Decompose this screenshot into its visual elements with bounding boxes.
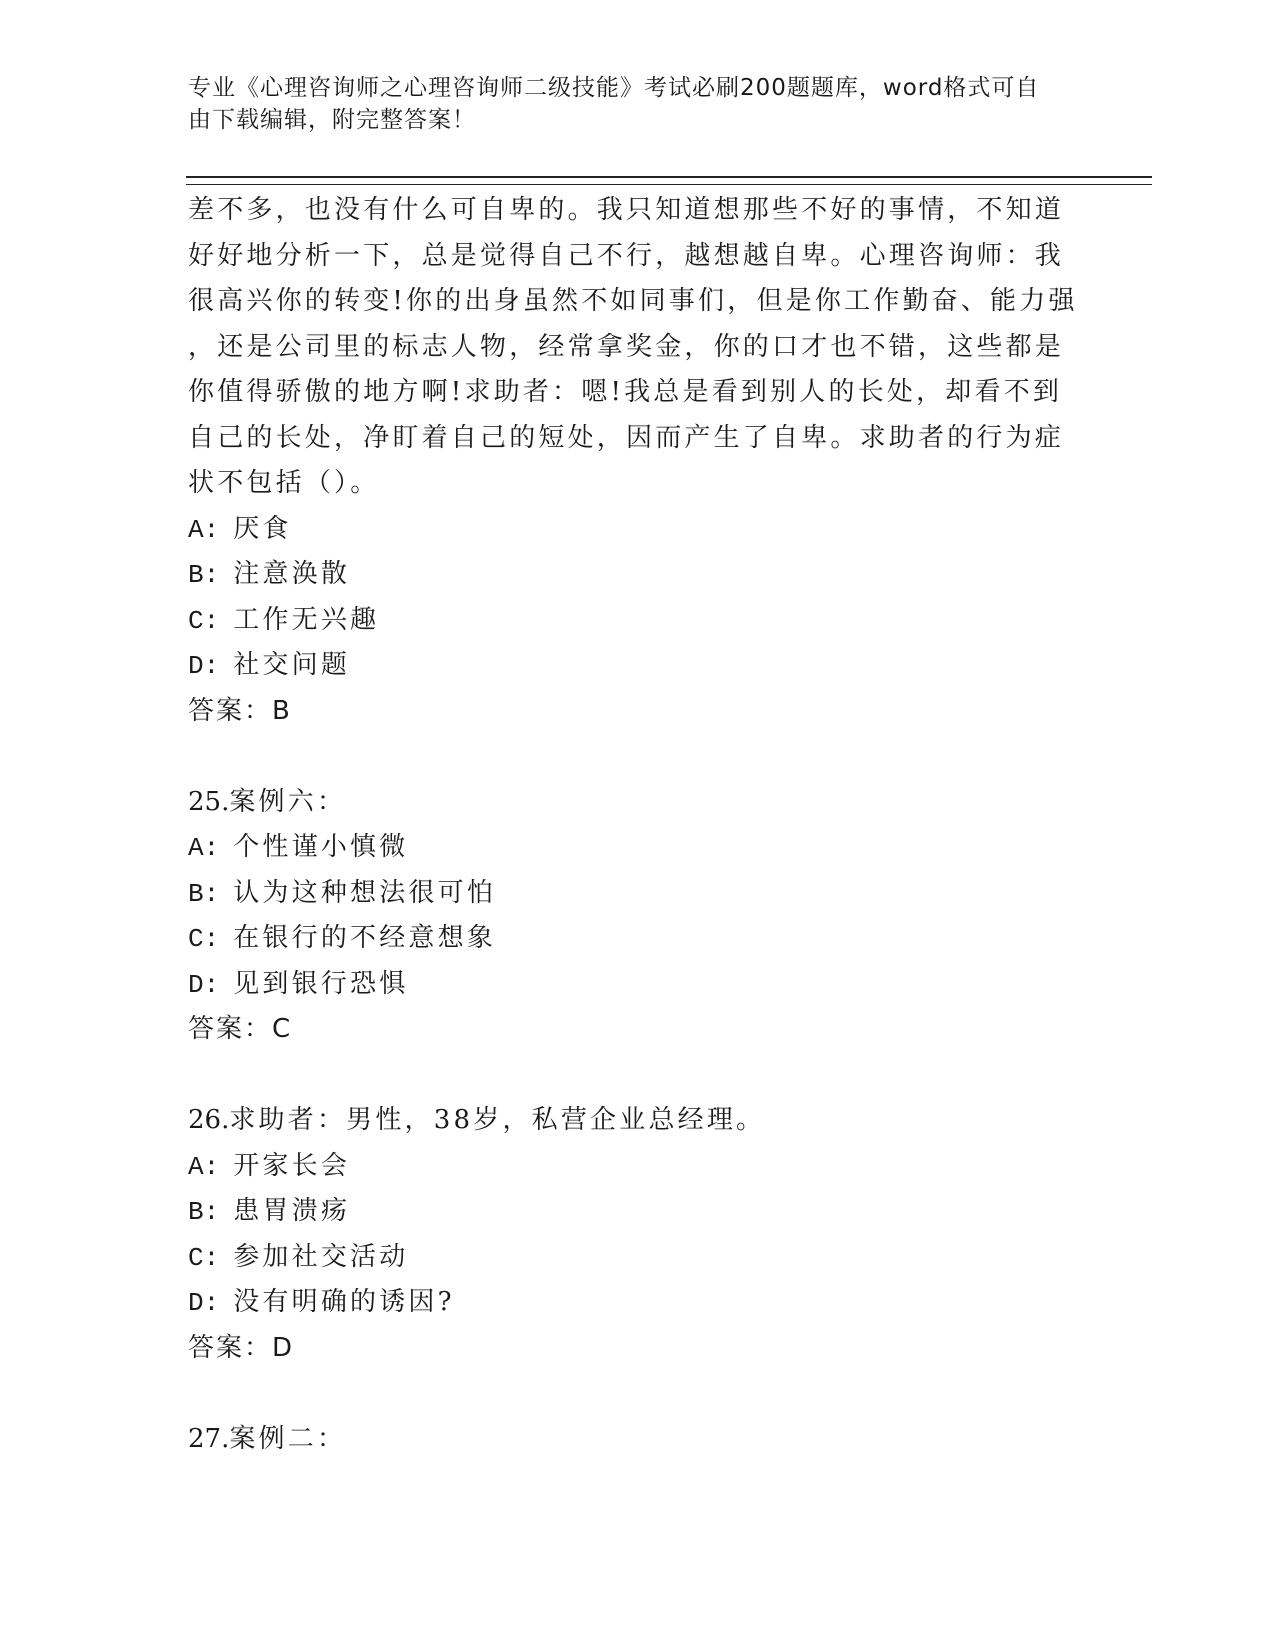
option-c [188, 916, 1088, 962]
option-key: A: [188, 833, 220, 863]
document-header [188, 72, 1068, 136]
question-stem [188, 780, 1088, 826]
option-key: A: [188, 1151, 220, 1182]
option-key: B: [188, 560, 220, 590]
option-key: D: [188, 651, 220, 681]
option-c [188, 598, 1088, 644]
option-text: 个性谨小慎微 [233, 832, 409, 862]
option-text: 患胃溃疡 [233, 1196, 351, 1226]
paragraph-line: 状不包括（）。 [188, 468, 380, 498]
option-key: C: [188, 605, 220, 636]
question-number: 26. [188, 1105, 230, 1135]
option-key: C: [188, 1242, 220, 1273]
option-c [188, 1235, 1088, 1281]
answer-line: 答案：C [188, 1014, 293, 1044]
document-body [188, 188, 1088, 1462]
option-text: 厌食 [233, 513, 292, 544]
header-title-line-2: 由下载编辑，附完整答案！ [188, 107, 476, 133]
paragraph-line: 好好地分析一下，总是觉得自己不行，越想越自卑。心理咨询师：我 [188, 240, 1065, 271]
option-text: 见到银行恐惧 [233, 968, 409, 999]
paragraph-line: 很高兴你的转变!你的出身虽然不如同事们，但是你工作勤奋、能力强 [188, 286, 1078, 316]
option-b [188, 1189, 1088, 1235]
continued-question [188, 188, 1088, 734]
question-number: 27. [188, 1423, 230, 1454]
option-text: 参加社交活动 [233, 1241, 409, 1272]
question-stem [188, 1098, 1088, 1144]
question-spacer [188, 1371, 1088, 1417]
option-text: 社交问题 [233, 650, 351, 680]
question-27 [188, 1417, 1088, 1463]
option-key: D: [188, 969, 220, 1000]
option-key: C: [188, 924, 220, 954]
option-text: 开家长会 [233, 1150, 351, 1181]
option-d [188, 1280, 1088, 1326]
question-stem [188, 1417, 1088, 1463]
option-text: 认为这种想法很可怕 [233, 877, 497, 908]
paragraph-line: 差不多，也没有什么可自卑的。我只知道想那些不好的事情，不知道 [188, 195, 1065, 225]
option-key: B: [188, 1197, 220, 1227]
question-text: 案例六： [229, 786, 347, 817]
option-text: 在银行的不经意想象 [233, 923, 497, 953]
question-text: 案例二： [229, 1423, 347, 1454]
option-a [188, 825, 1088, 871]
question-25 [188, 780, 1088, 1053]
option-text: 工作无兴趣 [233, 604, 380, 635]
answer-line: 答案：B [188, 695, 292, 726]
question-number: 25. [188, 786, 230, 817]
option-a [188, 1144, 1088, 1190]
paragraph-line: ，还是公司里的标志人物，经常拿奖金，你的口才也不错，这些都是 [188, 331, 1065, 362]
option-b [188, 552, 1088, 598]
option-key: A: [188, 514, 220, 545]
option-text: 没有明确的诱因? [233, 1287, 455, 1317]
option-text: 注意涣散 [233, 559, 351, 589]
option-key: D: [188, 1288, 220, 1318]
question-spacer [188, 734, 1088, 780]
option-key: B: [188, 878, 220, 909]
question-spacer [188, 1053, 1088, 1099]
question-text: 求助者：男性，38岁，私营企业总经理。 [229, 1105, 766, 1135]
option-d [188, 643, 1088, 689]
header-divider [186, 176, 1152, 185]
header-title-line-1: 专业《心理咨询师之心理咨询师二级技能》考试必刷200题题库，word格式可自 [188, 75, 1040, 101]
option-a [188, 507, 1088, 553]
paragraph-line: 你值得骄傲的地方啊!求助者：嗯!我总是看到别人的长处，却看不到 [188, 377, 1063, 407]
option-b [188, 871, 1088, 917]
question-26 [188, 1098, 1088, 1371]
paragraph-line: 自己的长处，净盯着自己的短处，因而产生了自卑。求助者的行为症 [188, 422, 1065, 453]
option-d [188, 962, 1088, 1008]
answer-line: 答案：D [188, 1332, 295, 1363]
